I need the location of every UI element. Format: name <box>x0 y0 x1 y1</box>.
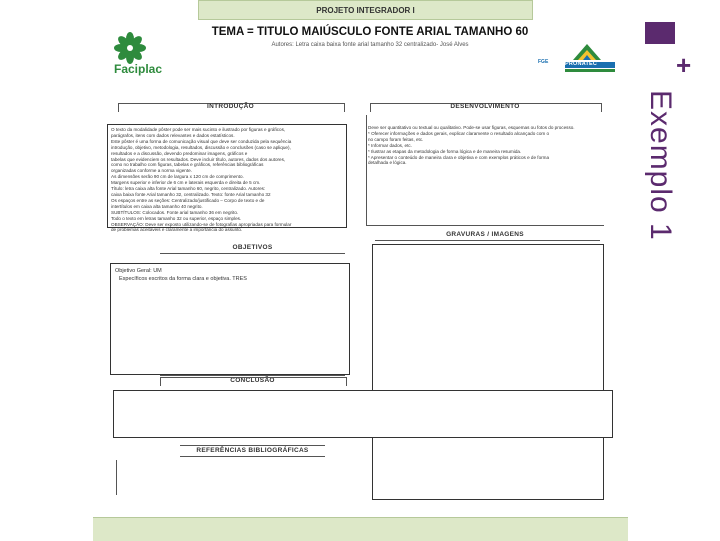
intro-title: INTRODUÇÃO <box>206 103 255 110</box>
text-line: resultados e a discussão, devendo predominar imagens, gráficos e <box>111 150 248 156</box>
text-line: Os espaços entre as seções: Centralizado/justificado – Corpo de texto e de <box>111 197 265 203</box>
header-band <box>198 0 533 20</box>
text-line: organizadas conforme a norma vigente. <box>111 168 192 174</box>
text-line: As dimensões serão 90 cm de largura x 120 cm de comprimento. <box>111 174 244 180</box>
text-line: SUBTÍTULOS: Colocados. Fonte arial tamanho 36 em negrito. <box>111 209 239 215</box>
conclusion-title: CONCLUSÃO <box>230 377 275 384</box>
slide-title: Exemplo 1 <box>644 90 677 241</box>
fge-label: FGE <box>538 59 549 65</box>
text-line: intertítulos em caixa alta tamanho 40 negrito. <box>111 203 203 209</box>
dev-text <box>368 125 603 166</box>
text-line: caixa baixa fonte Arial tamanho 32, centralizado. Texto: fonte Arial tamanho 32 <box>111 191 271 197</box>
objectives-bottom-rule <box>160 375 345 376</box>
text-line: introdução, objetivo, metodologia, resultados, discussão e conclusões (caso se aplique), <box>111 144 291 150</box>
poster-authors: Autores: Letra caixa baixa fonte arial tamanho 32 centralizado- José Alves <box>271 42 469 48</box>
header-band-text: PROJETO INTEGRADOR I <box>316 6 415 15</box>
dev-left-rule <box>366 115 367 225</box>
text-line: * Informar dados, etc. <box>368 142 412 148</box>
text-line: * Oferecer informações e dados gerais, explicar claramente o resultado alcançado com o <box>368 130 550 136</box>
purple-accent-block <box>645 22 675 44</box>
images-title-rule <box>375 240 600 241</box>
text-line: Este pôster é uma forma de comunicação visual que deve ser conduzida pela sequência <box>111 138 292 144</box>
references-title: REFERÊNCIAS BIBLIOGRÁFICAS <box>196 447 309 454</box>
intro-box <box>107 124 347 233</box>
text-line: de problemas aceitáveis e claramente a importância do assunto. <box>111 227 243 233</box>
text-line: Margens superior e inferior de 6 cm e laterais esquerda e direita de 5 cm. <box>111 180 261 186</box>
text-line: OBSERVAÇÃO: Deve ser exposto utilizando-se de fotografias apropriadas para formular <box>111 221 292 227</box>
text-line: Todo o texto em letras tamanho 32 ou superior, espaço simples. <box>111 215 242 221</box>
text-line: * Apresentar o conteúdo de maneira clara e objetiva e com exemplos práticos e de forma <box>368 154 550 160</box>
text-line: Deve ser quantitativo ou textual ou qualitativo. Pode-se usar figuras, esquemas ou fotos do processo. <box>368 125 575 130</box>
dev-title: DESENVOLVIMENTO <box>450 103 520 110</box>
intro-text <box>111 127 343 233</box>
references-title-rule <box>180 456 325 457</box>
objectives-box <box>110 263 350 375</box>
plus-icon: + <box>676 50 692 80</box>
text-line: Título: letra caixa alta fonte Arial tamanho 60, negrito, centralizado. Autores: <box>111 186 266 192</box>
references-left-rule <box>116 460 117 495</box>
images-box <box>372 244 604 500</box>
images-title: GRAVURAS / IMAGENS <box>446 231 524 238</box>
text-line: como no trabalho com figuras, tabelas e gráficos, referências bibliográficas <box>111 162 264 168</box>
text-line: detalhada e lógica. <box>368 160 407 166</box>
text-line: O texto da modalidade pôster pode ser mais sucinto e ilustrado por figuras e gráficos, <box>111 127 286 132</box>
objectives-general: Objetivo Geral: UM <box>115 268 162 274</box>
text-line: parágrafos, itens com dados relevantes e dados estatísticos. <box>111 132 235 138</box>
text-line: * Ilustrar as etapas da metodologia de forma lógica e de maneira resumida. <box>368 148 522 154</box>
faciplac-logo-text: Faciplac <box>113 62 163 76</box>
footer-band <box>93 517 628 541</box>
conclusion-box <box>113 390 613 438</box>
text-line: no campo foram feitas, etc. <box>368 136 424 142</box>
text-line: tabelas que evidenciem os resultados. Deve incluir título, autores, dados dos autores, <box>111 156 286 162</box>
objectives-title: OBJETIVOS <box>232 244 273 251</box>
dev-bottom-rule <box>366 225 604 226</box>
objectives-title-rule <box>160 253 345 254</box>
references-top-rule <box>180 445 325 446</box>
objectives-specific: Específicos escritos da forma clara e objetiva. TRES <box>119 276 247 282</box>
poster-theme-title: TEMA = TITULO MAIÚSCULO FONTE ARIAL TAMANHO 60 <box>211 26 529 38</box>
conclusion-title-bracket <box>160 377 347 386</box>
pronatec-label: PRONATEC <box>565 61 598 67</box>
